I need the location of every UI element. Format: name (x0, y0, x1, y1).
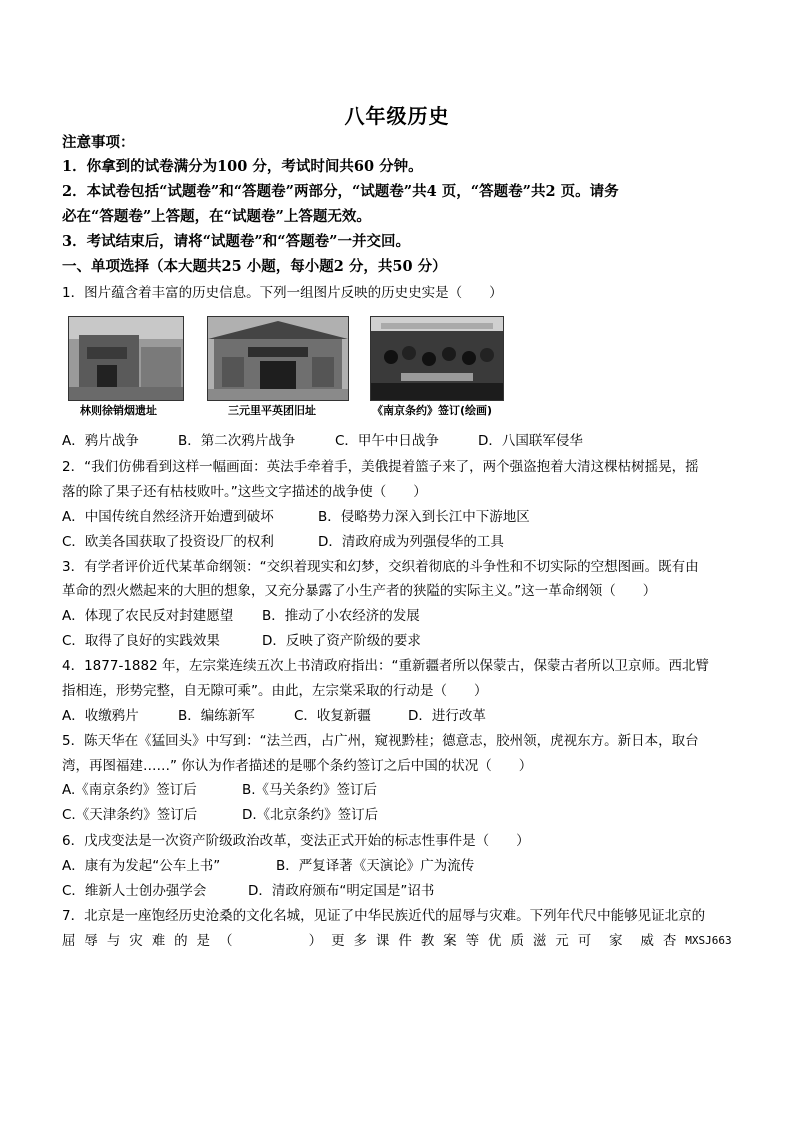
option-d: D．八国联军侵华 (478, 433, 583, 449)
stem-char: 质 (510, 933, 524, 949)
option-d: D．清政府颁布“明定国是”诏书 (248, 883, 435, 899)
option-c: C．收复新疆 (294, 708, 371, 724)
option-b: B．侵略势力深入到长江中下游地区 (318, 509, 530, 525)
question-stem: 湾，再图福建……” 你认为作者描述的是哪个条约签订之后中国的状况（ ） (62, 758, 533, 774)
stem-char: 等 (465, 933, 480, 949)
stem-char: 的 (174, 933, 188, 949)
option-a: A．中国传统自然经济开始遭到破坏 (62, 509, 274, 525)
painting-nanjing-treaty (370, 316, 504, 401)
question-stem: 5．陈天华在《猛回头》中写到：“法兰西，占广州，窥视黔桂；德意志，胶州领，虎视东方。新日本，取台 (62, 733, 699, 749)
option-a: A．鸦片战争 (62, 433, 139, 449)
stem-char: 辱 (84, 933, 98, 949)
question-stem: 1．图片蕴含着丰富的历史信息。下列一组图片反映的历史史实是（ ） (62, 285, 503, 301)
stem-char: 家 (609, 933, 623, 949)
option-d: D.《北京条约》签订后 (242, 807, 379, 823)
stem-char: 威 (640, 933, 654, 949)
stem-char: 杏 (662, 933, 677, 949)
stem-char (264, 931, 278, 951)
option-c: C．取得了良好的实践效果 (62, 633, 220, 649)
notice-heading: 注意事项： (62, 134, 135, 151)
stem-char: 件 (398, 933, 412, 949)
stem-char (241, 931, 255, 951)
notice-item: 2．本试卷包括“试题卷”和“答题卷”两部分，“试题卷”共4 页，“答题卷”共2 页。请务 (62, 183, 619, 200)
stem-char: 元 (555, 933, 569, 949)
notice-item: 1．你拿到的试卷满分为100 分，考试时间共60 分钟。 (62, 158, 423, 175)
stem-char: 课 (375, 933, 390, 949)
stem-char: 教 (420, 933, 435, 949)
stem-char: 屈 (62, 933, 76, 949)
stem-char: 多 (353, 933, 367, 949)
option-c: C．甲午中日战争 (335, 433, 439, 449)
stem-char: ） (308, 933, 323, 949)
document-code: MXSJ663 (685, 934, 732, 947)
notice-item: 3．考试结束后，请将“试题卷”和“答题卷”一并交回。 (62, 233, 410, 250)
stem-char: 优 (488, 933, 502, 949)
question-stem: 指相连，形势完整，自无隙可乘”。由此，左宗棠采取的行动是（ ） (62, 683, 488, 699)
option-d: D．清政府成为列强侵华的工具 (318, 534, 504, 550)
option-d: D．进行改革 (408, 708, 486, 724)
option-b: B．严复译著《天演论》广为流传 (276, 858, 475, 874)
option-a: A．收缴鸦片 (62, 708, 139, 724)
option-c: C．欧美各国获取了投资设厂的权利 (62, 534, 274, 550)
question-stem: 3．有学者评价近代某革命纲领：“交织着现实和幻梦，交织着彻底的斗争性和不切实际的空想图画。既有由 (62, 559, 699, 575)
stem-char: 案 (443, 933, 457, 949)
photo-caption: 林则徐销烟遗址 (80, 404, 157, 417)
page-title: 八年级历史 (344, 104, 450, 128)
photo-lin-zexu-site (68, 316, 184, 401)
option-c: C．维新人士创办强学会 (62, 883, 207, 899)
question-stem: 革命的烈火燃起来的大胆的想象，又充分暴露了小生产者的狭隘的实际主义。”这一革命纲领（ ） (62, 583, 657, 599)
photo-caption: 《南京条约》签订(绘画) (372, 404, 493, 417)
question-stem: 落的除了果子还有枯枝败叶。”这些文字描述的战争使（ ） (62, 484, 427, 500)
option-a: A．康有为发起“公车上书” (62, 858, 221, 874)
option-b: B.《马关条约》签订后 (242, 782, 378, 798)
question-stem: 4．1877-1882 年，左宗棠连续五次上书清政府指出：“重新疆者所以保蒙古，保蒙古者所以卫京师。西北臂 (62, 658, 709, 674)
stem-char: 可 (577, 933, 592, 949)
option-a: A.《南京条约》签订后 (62, 782, 197, 798)
option-c: C.《天津条约》签订后 (62, 807, 198, 823)
section-heading: 一、单项选择（本大题共25 小题，每小题2 分，共50 分） (62, 258, 447, 275)
stem-char: 是 (196, 933, 211, 949)
question-stem: 6．戊戌变法是一次资产阶级政治改革，变法正式开始的标志性事件是（ ） (62, 833, 530, 849)
question-stem-justified (62, 931, 732, 951)
option-a: A．体现了农民反对封建愿望 (62, 608, 234, 624)
question-stem: 2．“我们仿佛看到这样一幅画面：英法手牵着手，美俄提着篮子来了，两个强盗抱着大清这棵枯树摇晃，摇 (62, 459, 699, 475)
question-stem: 7．北京是一座饱经历史沧桑的文化名城，见证了中华民族近代的屈辱与灾难。下列年代尺中能够见证北京的 (62, 908, 706, 924)
photo-sanyuanli-site (207, 316, 349, 401)
stem-char: 与 (106, 933, 121, 949)
notice-item: 必在“答题卷”上答题，在“试题卷”上答题无效。 (62, 208, 371, 225)
stem-char: 灾 (129, 933, 143, 949)
option-b: B．编练新军 (178, 708, 255, 724)
stem-char: （ (218, 933, 233, 949)
photo-caption: 三元里平英团旧址 (228, 404, 316, 417)
option-b: B．推动了小农经济的发展 (262, 608, 420, 624)
stem-char: 难 (151, 933, 166, 949)
option-d: D．反映了资产阶级的要求 (262, 633, 421, 649)
stem-char (286, 931, 300, 951)
stem-char: 更 (331, 933, 345, 949)
stem-char: 滋 (532, 933, 547, 949)
option-b: B．第二次鸦片战争 (178, 433, 296, 449)
